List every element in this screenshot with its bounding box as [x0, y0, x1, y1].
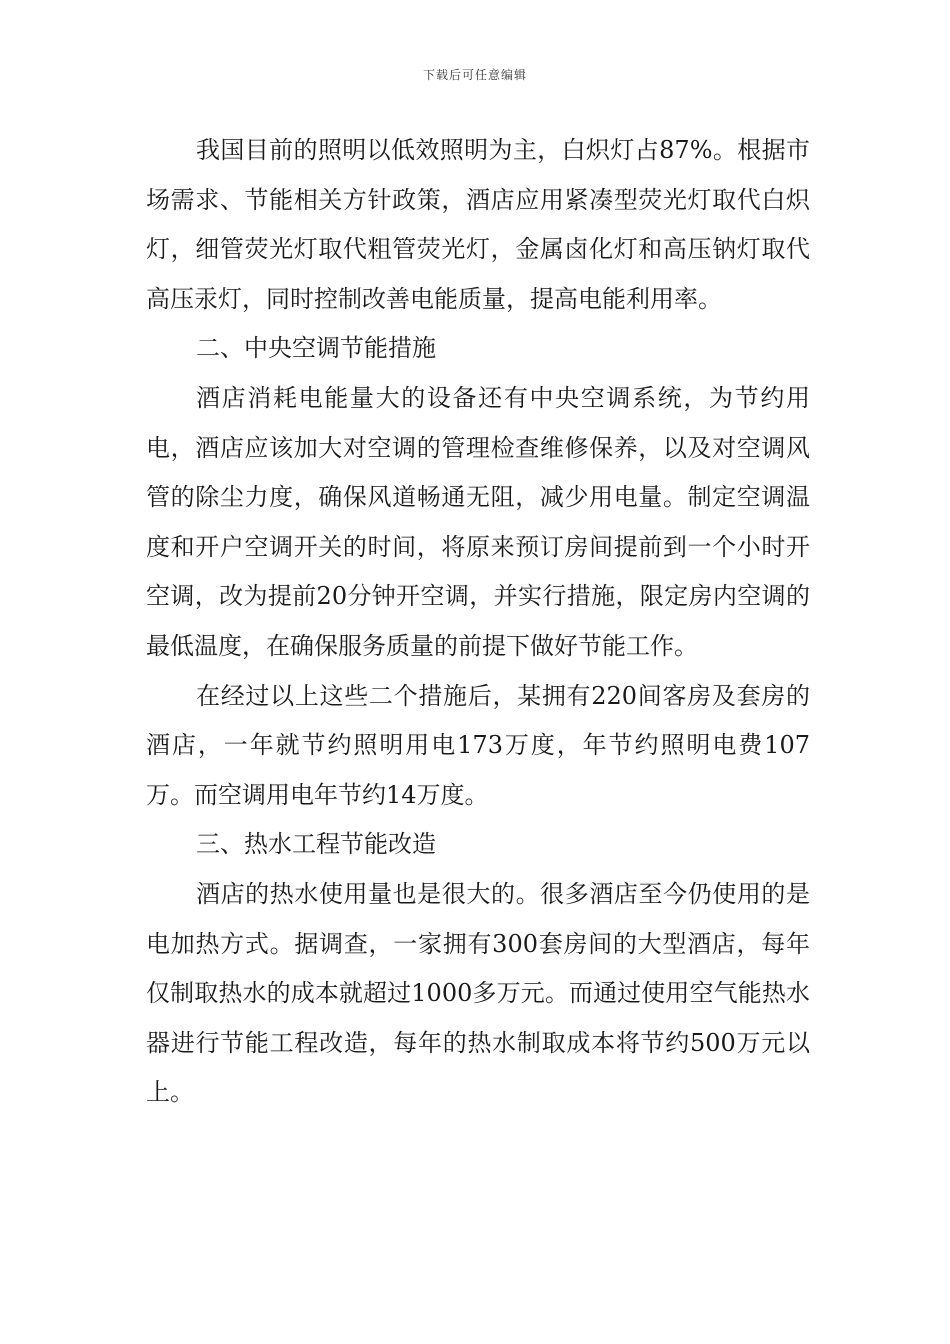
page-header: 下载后可任意编辑 — [422, 68, 527, 82]
document-body — [146, 126, 810, 1118]
paragraph-savings-summary: 在经过以上这些二个措施后，某拥有220间客房及套房的酒店，一年就节约照明用电173万度，年节约照明电费107万。而空调用电年节约14万度。 — [146, 681, 810, 809]
paragraph-hot-water: 酒店的热水使用量也是很大的。很多酒店至今仍使用的是电加热方式。据调查，一家拥有300套房间的大型酒店，每年仅制取热水的成本就超过1000多万元。而通过使用空气能热水器进行节能工程改造，每年的热水制取成本将节约500万元以上。 — [146, 879, 810, 1107]
section-heading-air-conditioning: 二、中央空调节能措施 — [196, 334, 436, 363]
paragraph-lighting: 我国目前的照明以低效照明为主，白炽灯占87%。根据市场需求、节能相关方针政策，酒店应用紧凑型荧光灯取代白炽灯，细管荧光灯取代粗管荧光灯，金属卤化灯和高压钠灯取代高压汞灯，同时控制改善电能质量，提高电能利用率。 — [146, 136, 810, 313]
paragraph-air-conditioning: 酒店消耗电能量大的设备还有中央空调系统，为节约用电，酒店应该加大对空调的管理检查维修保养，以及对空调风管的除尘力度，确保风道畅通无阻，减少用电量。制定空调温度和开户空调开关的时间，将原来预订房间提前到一个小时开空调，改为提前20分钟开空调，并实行措施，限定房内空调的最低温度，在确保服务质量的前提下做好节能工作。 — [146, 383, 810, 660]
section-heading-hot-water: 三、热水工程节能改造 — [196, 830, 436, 859]
